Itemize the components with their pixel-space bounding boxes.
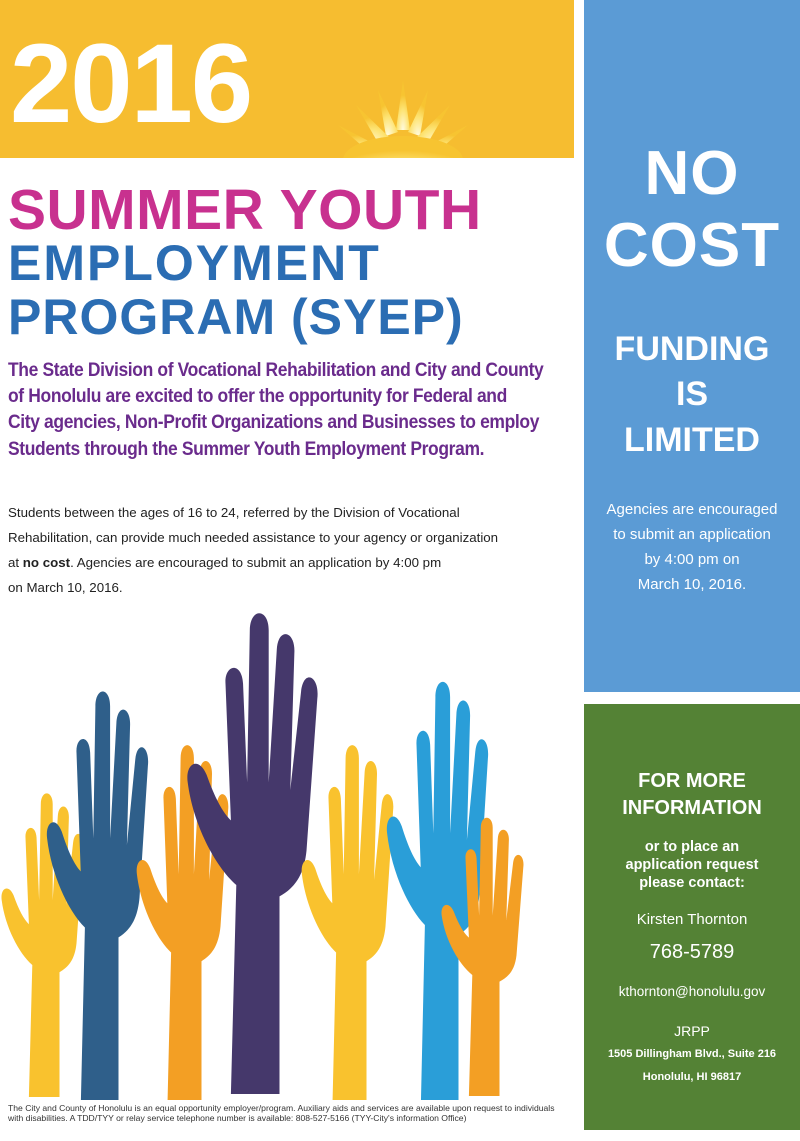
contact-address-line-2: Honolulu, HI 96817 (642, 1071, 742, 1083)
funding-line-1: FUNDING (614, 330, 770, 368)
contact-address-line-1: 1505 Dillingham Blvd., Suite 216 (607, 1048, 777, 1060)
intro-line: City agencies, Non-Profit Organizations and Businesses to employ (8, 412, 540, 434)
contact-heading-line-2: INFORMATION (622, 797, 762, 819)
agency-note-line: by 4:00 pm on (644, 551, 740, 568)
no-cost-emphasis: no cost (22, 555, 71, 570)
agency-deadline-note (584, 497, 800, 597)
agency-note-line: Agencies are encouraged (606, 501, 778, 518)
contact-heading-line-1: FOR MORE (638, 770, 746, 792)
title-line-3: PROGRAM (SYEP) (8, 289, 464, 345)
agency-note-line: March 10, 2016. (637, 576, 747, 593)
body-line: on March 10, 2016. (8, 580, 123, 595)
hand-yellow-center (302, 745, 394, 1100)
contact-subheading (584, 838, 800, 892)
contact-organization: JRPP (674, 1023, 710, 1039)
contact-subheading-line: or to place an (644, 839, 740, 855)
intro-line: Students through the Summer Youth Employment Program. (8, 438, 485, 460)
contact-subheading-line: please contact: (639, 875, 745, 891)
contact-email: kthornton@honolulu.gov (618, 984, 766, 999)
contact-panel (584, 704, 800, 1130)
body-line-3-suffix: . Agencies are encouraged to submit an application by 4:00 pm (70, 555, 442, 570)
body-paragraph (8, 500, 568, 600)
hand-yellow-left (1, 793, 83, 1097)
body-line: Students between the ages of 16 to 24, referred by the Division of Vocational (8, 505, 460, 520)
contact-name: Kirsten Thornton (636, 911, 748, 928)
body-line: Rehabilitation, can provide much needed assistance to your agency or organization (8, 530, 499, 545)
contact-phone: 768-5789 (649, 941, 735, 963)
equal-opportunity-disclaimer: The City and County of Honolulu is an equal opportunity employer/program. Auxiliary aids and services are available upon request to individuals with disabilities. A TDD/TYY or relay service telephone number is available: 808-527-5166 (TYY-City's information Office) (8, 1103, 555, 1124)
funding-line-2: IS (675, 375, 709, 413)
intro-line: of Honolulu are excited to offer the opportunity for Federal and (8, 386, 507, 408)
raised-hands-illustration (0, 600, 574, 1100)
agency-note-line: to submit an application (613, 526, 771, 543)
contact-subheading-line: application request (625, 857, 759, 873)
title-line-2: EMPLOYMENT (8, 235, 381, 291)
year-banner (0, 0, 574, 158)
intro-line: The State Division of Vocational Rehabilitation and City and County (8, 360, 544, 381)
funding-line-3: LIMITED (624, 421, 760, 459)
no-cost-line-2: COST (603, 211, 781, 280)
no-cost-panel (584, 0, 800, 692)
body-line-3-prefix: at (8, 555, 23, 570)
body-line-3 (8, 550, 568, 575)
intro-paragraph (8, 358, 544, 463)
no-cost-line-1: NO (644, 139, 740, 208)
sun-icon (318, 60, 488, 158)
year-heading: 2016 (10, 21, 252, 146)
title-line-1: SUMMER YOUTH (8, 178, 482, 242)
